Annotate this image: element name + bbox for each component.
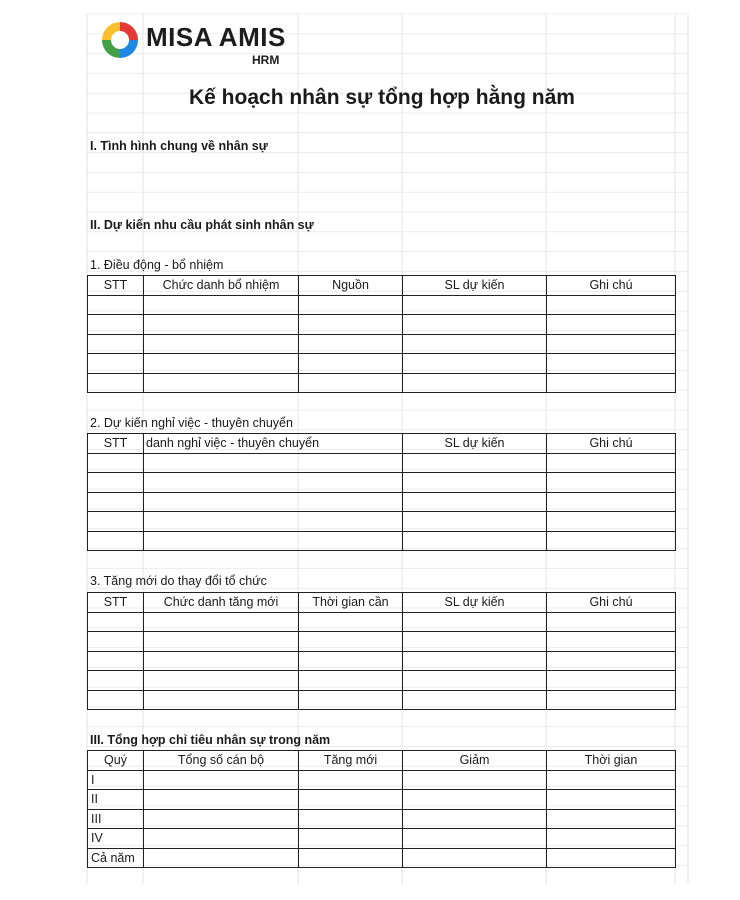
table-cell[interactable] [403, 492, 547, 512]
table-cell[interactable] [144, 295, 299, 315]
col-header: Tổng số cán bộ [144, 751, 299, 771]
table-cell[interactable] [144, 531, 403, 551]
misa-logo-icon [100, 20, 140, 60]
table-row [88, 848, 676, 868]
table-cell[interactable] [547, 632, 676, 652]
table-row [88, 770, 676, 790]
table-cell[interactable] [547, 671, 676, 691]
table-cell[interactable] [299, 612, 403, 632]
table-cell[interactable] [88, 373, 144, 393]
table-cell[interactable] [144, 770, 299, 790]
table-cell[interactable] [88, 651, 144, 671]
col-header: Chức danh tăng mới [144, 593, 299, 613]
table-3-caption: 3. Tăng mới do thay đổi tổ chức [90, 574, 267, 588]
table-cell[interactable] [299, 829, 403, 849]
table-cell[interactable] [403, 790, 547, 810]
table-cell[interactable] [403, 512, 547, 532]
col-header: Tăng mới [299, 751, 403, 771]
table-cell[interactable] [88, 632, 144, 652]
table-cell[interactable] [403, 809, 547, 829]
table-cell[interactable] [403, 690, 547, 710]
table-cell[interactable] [144, 829, 299, 849]
col-header: SL dự kiến [403, 434, 547, 454]
table-cell[interactable] [299, 354, 403, 374]
col-header: SL dự kiến [403, 276, 547, 296]
table-cell[interactable] [547, 512, 676, 532]
table-cell[interactable] [547, 612, 676, 632]
quarter-label: III [88, 809, 144, 829]
table-cell[interactable] [88, 612, 144, 632]
table-cell[interactable] [403, 770, 547, 790]
table-cell[interactable] [403, 354, 547, 374]
col-header: STT [88, 434, 144, 454]
table-cell[interactable] [299, 651, 403, 671]
table-cell[interactable] [144, 334, 299, 354]
col-header: Giảm [403, 751, 547, 771]
table-row [88, 512, 676, 532]
section-2-heading: II. Dự kiến nhu cầu phát sinh nhân sự [90, 218, 314, 232]
table-cell[interactable] [144, 512, 403, 532]
col-header: SL dự kiến [403, 593, 547, 613]
table-cell[interactable] [88, 453, 144, 473]
table-cell[interactable] [299, 315, 403, 335]
table-cell[interactable] [547, 334, 676, 354]
table-1-caption: 1. Điều động - bổ nhiệm [90, 258, 224, 272]
table-cell[interactable] [547, 531, 676, 551]
quarter-label: IV [88, 829, 144, 849]
table-2-caption: 2. Dự kiến nghỉ việc - thuyên chuyển [90, 416, 293, 430]
col-header: Thời gian [547, 751, 676, 771]
table-row [88, 453, 676, 473]
table-cell[interactable] [299, 790, 403, 810]
table-cell[interactable] [403, 334, 547, 354]
resignation-transfer-table [87, 433, 676, 551]
table-cell[interactable] [403, 651, 547, 671]
table-cell[interactable] [88, 671, 144, 691]
table-cell[interactable] [88, 315, 144, 335]
quarter-label: I [88, 770, 144, 790]
table-cell[interactable] [403, 632, 547, 652]
section-1-heading: I. Tình hình chung về nhân sự [90, 139, 268, 153]
quarter-label: II [88, 790, 144, 810]
table-cell[interactable] [144, 671, 299, 691]
section-3-heading: III. Tổng hợp chỉ tiêu nhân sự trong năm [90, 733, 331, 747]
table-row [88, 354, 676, 374]
brand-name: MISA AMIS [146, 22, 286, 52]
table-cell[interactable] [403, 373, 547, 393]
table-cell[interactable] [547, 790, 676, 810]
table-cell[interactable] [547, 651, 676, 671]
table-cell[interactable] [299, 690, 403, 710]
table-cell[interactable] [299, 295, 403, 315]
table-row [88, 373, 676, 393]
table-cell[interactable] [88, 492, 144, 512]
table-cell[interactable] [88, 690, 144, 710]
brand-sub: HRM [252, 53, 280, 67]
table-row [88, 632, 676, 652]
col-header: danh nghỉ việc - thuyên chuyển [144, 434, 403, 454]
table-cell[interactable] [144, 315, 299, 335]
quarter-label: Cả năm [88, 848, 144, 868]
col-header: Quý [88, 751, 144, 771]
col-header: Nguồn [299, 276, 403, 296]
table-cell[interactable] [144, 612, 299, 632]
col-header: Chức danh bổ nhiệm [144, 276, 299, 296]
table-cell[interactable] [547, 770, 676, 790]
col-header: Ghi chú [547, 593, 676, 613]
table-cell[interactable] [144, 473, 403, 493]
table-cell[interactable] [547, 295, 676, 315]
table-cell[interactable] [299, 373, 403, 393]
col-header: STT [88, 593, 144, 613]
table-cell[interactable] [144, 354, 299, 374]
table-cell[interactable] [88, 531, 144, 551]
table-row [88, 651, 676, 671]
table-cell[interactable] [299, 632, 403, 652]
table-row [88, 295, 676, 315]
table-cell[interactable] [299, 671, 403, 691]
table-cell[interactable] [403, 295, 547, 315]
table-cell[interactable] [144, 690, 299, 710]
table-cell[interactable] [88, 295, 144, 315]
table-cell[interactable] [403, 612, 547, 632]
col-header: Ghi chú [547, 434, 676, 454]
table-cell[interactable] [144, 492, 403, 512]
table-cell[interactable] [88, 512, 144, 532]
table-cell[interactable] [403, 671, 547, 691]
table-cell[interactable] [403, 848, 547, 868]
table-cell[interactable] [547, 848, 676, 868]
page-title: Kế hoạch nhân sự tổng hợp hằng năm [189, 86, 575, 109]
table-cell[interactable] [547, 453, 676, 473]
table-cell[interactable] [144, 373, 299, 393]
table-cell[interactable] [144, 651, 299, 671]
table-cell[interactable] [144, 848, 299, 868]
table-cell[interactable] [88, 354, 144, 374]
table-row [88, 492, 676, 512]
table-row [88, 531, 676, 551]
brand-logo [100, 18, 300, 74]
table-row [88, 690, 676, 710]
table-row [88, 473, 676, 493]
table-cell[interactable] [547, 354, 676, 374]
table-cell[interactable] [88, 334, 144, 354]
table-cell[interactable] [403, 453, 547, 473]
table-cell[interactable] [144, 790, 299, 810]
table-row [88, 809, 676, 829]
table-cell[interactable] [299, 770, 403, 790]
table-cell[interactable] [403, 829, 547, 849]
new-position-table [87, 592, 676, 710]
table-cell[interactable] [299, 848, 403, 868]
col-header: STT [88, 276, 144, 296]
table-cell[interactable] [144, 809, 299, 829]
table-cell[interactable] [547, 315, 676, 335]
table-cell[interactable] [144, 453, 403, 473]
table-row [88, 829, 676, 849]
table-cell[interactable] [403, 531, 547, 551]
col-header: Thời gian cần [299, 593, 403, 613]
table-cell[interactable] [547, 690, 676, 710]
table-row [88, 671, 676, 691]
table-cell[interactable] [547, 809, 676, 829]
table-cell[interactable] [547, 829, 676, 849]
table-row [88, 790, 676, 810]
table-row [88, 315, 676, 335]
table-row [88, 612, 676, 632]
table-cell[interactable] [88, 473, 144, 493]
table-cell[interactable] [299, 334, 403, 354]
annual-summary-table [87, 750, 676, 868]
table-cell[interactable] [403, 315, 547, 335]
table-row [88, 334, 676, 354]
table-cell[interactable] [547, 473, 676, 493]
transfer-appointment-table [87, 275, 676, 393]
col-header: Ghi chú [547, 276, 676, 296]
table-cell[interactable] [547, 373, 676, 393]
table-cell[interactable] [547, 492, 676, 512]
table-cell[interactable] [403, 473, 547, 493]
table-cell[interactable] [299, 809, 403, 829]
table-cell[interactable] [144, 632, 299, 652]
